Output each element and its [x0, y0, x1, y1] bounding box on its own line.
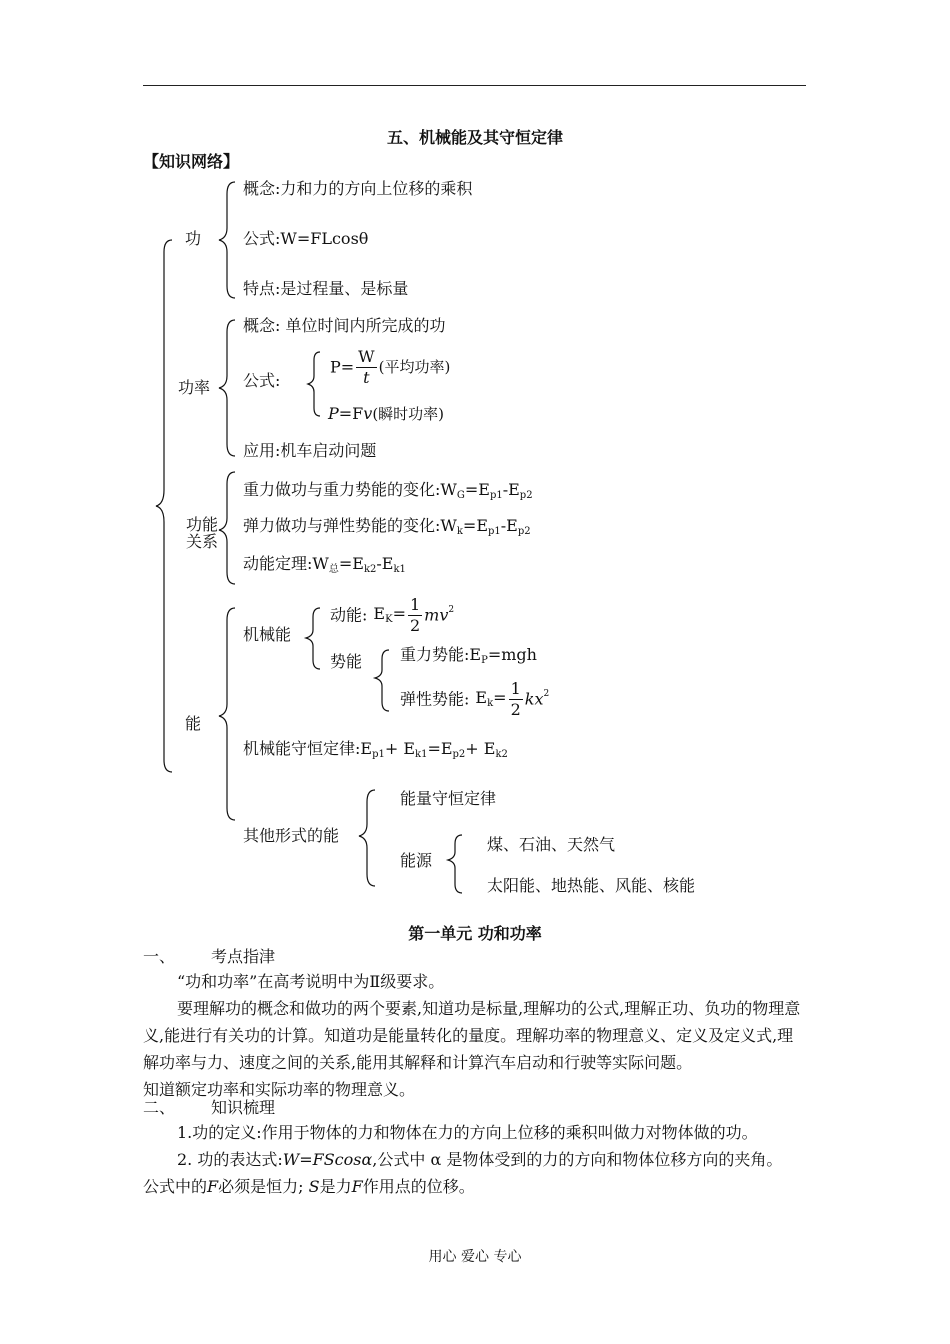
mechanical-brace [306, 608, 320, 669]
potential-energy-label: 势能 [330, 652, 363, 671]
average-power-formula: P= $\frac{W}{t}$ (平均功率) [330, 347, 451, 387]
section1-paragraph-3: 知道额定功率和实际功率的物理意义。 [143, 1080, 416, 1099]
section1-title: 考点指津 [211, 947, 276, 966]
power-formula-label: 公式: [243, 371, 281, 390]
other-brace [359, 790, 375, 886]
elastic-work-relation: 弹力做功与弹性势能的变化$:W_k=E_{p1}-E_{p2}$ [243, 516, 531, 537]
potential-brace [375, 650, 389, 711]
work-label: 功 [185, 229, 202, 248]
mechanical-conservation-law: 机械能守恒定律$:E_{p1}+ E_{k1}=E_{p2}+ E_{k2}$ [243, 739, 508, 760]
section2-body [143, 1119, 808, 1200]
instantaneous-power-formula: P=Fv(瞬时功率) [328, 404, 445, 423]
network-heading: 【知识网络】 [143, 152, 240, 171]
elastic-pe-formula: 弹性势能: $E_k=$ $\frac{1}{2}$ $kx^2$ [400, 679, 550, 719]
unit-title: 第一单元 功和功率 [408, 924, 542, 943]
power-concept: 概念: 单位时间内所完成的功 [243, 316, 446, 335]
energy-brace [219, 608, 235, 820]
energy-source-renewable: 太阳能、地热能、风能、核能 [487, 876, 696, 895]
work-energy-brace [219, 472, 235, 584]
energy-source-fossil: 煤、石油、天然气 [487, 835, 616, 854]
section2-item-2: 2. 功的表达式:W=FScosα,公式中 α 是物体受到的力的方向和物体位移方向的夹角。 [177, 1150, 783, 1169]
section2-item-1: 1.功的定义:作用于物体的力和物体在力的方向上位移的乘积叫做力对物体做的功。 [177, 1123, 758, 1142]
mechanical-energy-label: 机械能 [243, 625, 292, 644]
gravity-work-relation: 重力做功与重力势能的变化$:W_G=E_{p1}-E_{p2}$ [243, 480, 533, 501]
section2-item-2-continued: 公式中的F必须是恒力; S是力F作用点的位移。 [143, 1177, 475, 1196]
section2-number: 二、 [143, 1098, 176, 1117]
power-brace [219, 320, 235, 456]
section1-body [143, 968, 808, 1103]
energy-sources-label: 能源 [400, 851, 433, 870]
work-energy-label-2: 关系 [186, 532, 219, 551]
section1-paragraph-1: “功和功率”在高考说明中为Ⅱ级要求。 [177, 972, 445, 991]
energy-label: 能 [185, 714, 202, 733]
other-energy-label: 其他形式的能 [243, 826, 340, 845]
work-formula: 公式:W=FLcosθ [243, 229, 369, 248]
gravitational-pe-formula: 重力势能$:E_P=mgh$ [400, 645, 537, 666]
work-brace [219, 182, 235, 298]
power-formula-brace [308, 352, 320, 416]
kinetic-energy-theorem: 动能定理$:W_总=E_{k2}-E_{k1}$ [243, 554, 406, 575]
kinetic-energy-formula: 动能: $E_K=$ $\frac{1}{2}$ $mv^2$ [330, 595, 455, 635]
sources-brace [448, 835, 462, 893]
work-feature: 特点:是过程量、是标量 [243, 279, 409, 298]
power-application: 应用:机车启动问题 [243, 441, 377, 460]
section1-number: 一、 [143, 947, 176, 966]
work-energy-label-1: 功能 [186, 515, 219, 534]
section2-title: 知识梳理 [211, 1098, 276, 1117]
energy-conservation-law: 能量守恒定律 [400, 789, 497, 808]
page-footer: 用心 爱心 专心 [428, 1249, 522, 1265]
page-title: 五、机械能及其守恒定律 [386, 128, 563, 147]
section1-paragraph-2: 要理解功的概念和做功的两个要素,知道功是标量,理解功的公式,理解正功、负功的物理意义,能进行有关功的计算。知道功是能量转化的量度。理解功率的物理意义、定义及定义式,理解功率与力、速度之间的关系,能用其解释和计算汽车启动和行驶等实际问题。 [143, 999, 801, 1072]
main-brace [156, 240, 172, 772]
work-concept: 概念:力和力的方向上位移的乘积 [243, 179, 473, 198]
power-label: 功率 [178, 378, 211, 397]
